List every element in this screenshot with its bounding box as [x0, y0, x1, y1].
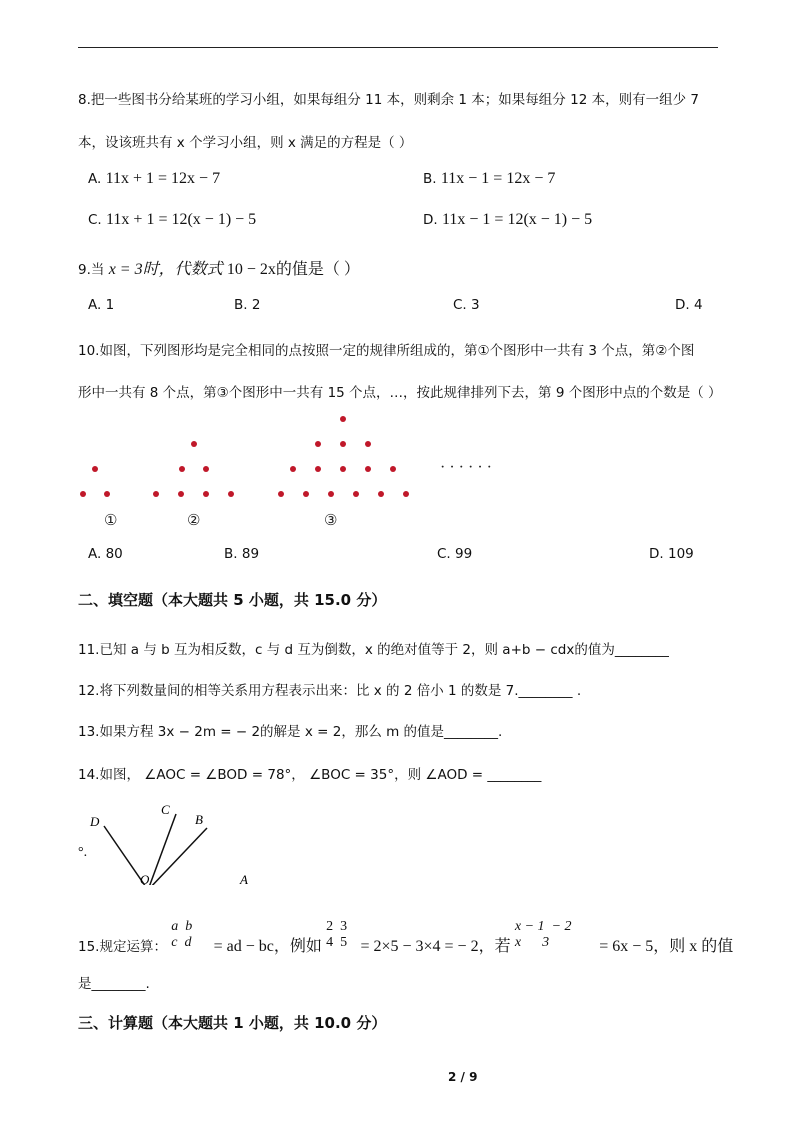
q13-text: 13.如果方程 3x − 2m = − 2的解是 x = 2，那么 m 的值是________.	[78, 724, 503, 740]
dot	[290, 466, 296, 472]
dot	[365, 441, 371, 447]
q9-stem: 9.当 x = 3时，代数式 10 − 2x的值是（ ）	[78, 261, 360, 278]
dot-pattern-figure	[70, 408, 530, 533]
dot	[153, 491, 159, 497]
dot	[278, 491, 284, 497]
matrix-condition: x − 1 − 2 x 3	[514, 919, 572, 950]
dot	[228, 491, 234, 497]
q10-option-c[interactable]: C. 99	[437, 546, 473, 562]
dot	[178, 491, 184, 497]
ellipsis: · · · · · ·	[440, 459, 492, 476]
q9-option-b[interactable]: B. 2	[234, 297, 261, 313]
dot	[315, 466, 321, 472]
section-calc-title: 三、计算题（本大题共 1 小题，共 10.0 分）	[78, 1014, 387, 1032]
page-number: 2 / 9	[448, 1070, 478, 1084]
dot	[203, 466, 209, 472]
dot	[340, 416, 346, 422]
q15-line1: 15.规定运算： a b c d = ad − bc，例如 2 3 4 5 = 2×5 − 3×4 = − 2，若 x − 1 − 2 x 3 = 6x − 5，则 x 的值	[78, 919, 734, 955]
dot	[378, 491, 384, 497]
figure-2	[153, 441, 234, 497]
dot	[104, 491, 110, 497]
q12-text: 12.将下列数量间的相等关系用方程表示出来：比 x 的 2 倍小 1 的数是 7.________ .	[78, 683, 582, 699]
matrix-abcd: a b c d	[171, 919, 193, 950]
q9-option-d[interactable]: D. 4	[675, 297, 703, 313]
angle-figure	[76, 800, 266, 885]
dot	[365, 466, 371, 472]
section-fill-title: 二、填空题（本大题共 5 小题，共 15.0 分）	[78, 591, 387, 609]
q10-line1: 10.如图，下列图形均是完全相同的点按照一定的规律所组成的，第①个图形中一共有 3 个点，第②个图	[78, 343, 695, 359]
q15-line2: 是________.	[78, 976, 150, 992]
matrix-example: 2 3 4 5	[326, 919, 348, 950]
label-B: B	[195, 812, 203, 827]
q10-option-b[interactable]: B. 89	[224, 546, 260, 562]
figure-label-1: ①	[104, 513, 118, 529]
q14-text: 14.如图， ∠AOC = ∠BOD = 78°， ∠BOC = 35°，则 ∠AOD = ________	[78, 767, 542, 783]
q9-option-c[interactable]: C. 3	[453, 297, 480, 313]
dot	[390, 466, 396, 472]
dot	[328, 491, 334, 497]
degree-unit: °.	[78, 845, 88, 860]
label-A: A	[240, 872, 248, 885]
figure-label-3: ③	[324, 513, 338, 529]
q11-text: 11.已知 a 与 b 互为相反数，c 与 d 互为倒数，x 的绝对值等于 2，则 a+b − cdx的值为________	[78, 642, 669, 658]
dot	[353, 491, 359, 497]
figure-label-2: ②	[187, 513, 201, 529]
q8-option-a[interactable]: A. 11x + 1 = 12x − 7	[88, 170, 221, 187]
dot	[203, 491, 209, 497]
label-O: O	[140, 872, 150, 885]
label-D: D	[90, 814, 100, 829]
dot	[340, 466, 346, 472]
figure-1	[80, 466, 110, 497]
dot	[303, 491, 309, 497]
dot	[315, 441, 321, 447]
dot	[340, 441, 346, 447]
q8-line2: 本，设该班共有 x 个学习小组，则 x 满足的方程是（ ）	[78, 135, 413, 151]
q8-option-d[interactable]: D. 11x − 1 = 12(x − 1) − 5	[423, 211, 593, 228]
q10-option-d[interactable]: D. 109	[649, 546, 694, 562]
dot	[165, 466, 171, 472]
q8-option-b[interactable]: B. 11x − 1 = 12x − 7	[423, 170, 556, 187]
figure-3	[278, 416, 409, 497]
dot	[179, 466, 185, 472]
label-C: C	[161, 802, 170, 817]
dot	[403, 491, 409, 497]
q10-option-a[interactable]: A. 80	[88, 546, 123, 562]
dot	[80, 491, 86, 497]
q10-line2: 形中一共有 8 个点，第③个图形中一共有 15 个点，…，按此规律排列下去，第 9 个图形中点的个数是（ ）	[78, 385, 722, 401]
q9-option-a[interactable]: A. 1	[88, 297, 115, 313]
q8-line1: 8.把一些图书分给某班的学习小组，如果每组分 11 本，则剩余 1 本；如果每组分 12 本，则有一组少 7	[78, 92, 699, 108]
header-rule	[78, 47, 718, 48]
dot	[92, 466, 98, 472]
q8-option-c[interactable]: C. 11x + 1 = 12(x − 1) − 5	[88, 211, 257, 228]
dot	[191, 441, 197, 447]
